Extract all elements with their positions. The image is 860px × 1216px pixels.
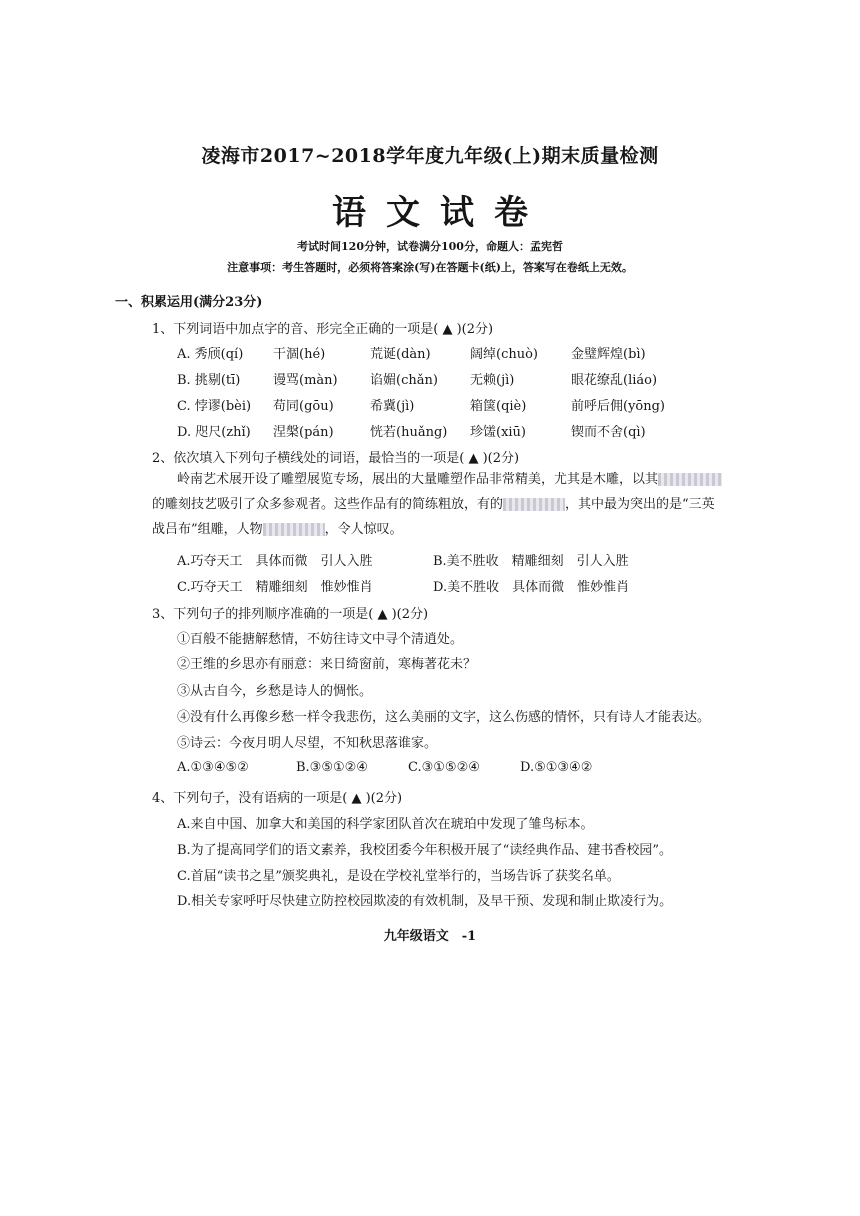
- q3-sentence-5: ⑤诗云：今夜月明人尽望，不知秋思落谁家。: [177, 736, 438, 751]
- q1-stem: 1、下列词语中加点字的音、形完全正确的一项是( ▲ )(2分): [152, 322, 494, 337]
- q3-sentence-3: ③从古自今，乡愁是诗人的惆怅。: [177, 684, 373, 699]
- exam-notice: 注意事项：考生答题时，必须将答案涂(写)在答题卡(纸)上，答案写在卷纸上无效。: [227, 261, 633, 274]
- q3-option-b: B.③⑤①②④: [296, 760, 368, 775]
- q1-row-a-word-4: 阔绰(chuò): [470, 347, 538, 362]
- subject-title: 语文试卷: [332, 193, 548, 233]
- q1-row-d-word-1: D. 咫尺(zhǐ): [177, 425, 251, 440]
- q1-row-b-word-1: B. 挑剔(tī): [177, 373, 241, 388]
- q3-sentence-2: ②王维的乡思亦有丽意：来日绮窗前，寒梅著花未？: [177, 657, 477, 672]
- section-heading: 一、积累运用(满分23分): [115, 295, 263, 310]
- q2-passage-text-3b: ，令人惊叹。: [324, 522, 403, 537]
- q2-passage-text-3a: 战吕布”组雕，人物: [152, 522, 263, 537]
- q1-row-c-word-5: 前呼后佣(yōng): [571, 399, 666, 414]
- q1-row-b-word-5: 眼花缭乱(liáo): [571, 373, 658, 388]
- q1-row-a-word-2: 干涸(hé): [273, 347, 326, 362]
- q1-row-b-word-2: 谩骂(màn): [273, 373, 338, 388]
- q2-option-c: C.巧夺天工 精雕细刻 惟妙惟肖: [177, 580, 373, 595]
- q2-passage-text-2b: ，其中最为突出的是“三英: [565, 497, 715, 512]
- q3-stem: 3、下列句子的排列顺序准确的一项是( ▲ )(2分): [152, 607, 429, 622]
- q1-row-c-word-4: 箱箧(qiè): [470, 399, 527, 414]
- q3-sentence-1: ①百般不能搪解愁情，不妨往诗文中寻个清逍处。: [177, 632, 464, 647]
- q1-row-a-word-3: 荒诞(dàn): [370, 347, 431, 362]
- q1-row-a-word-5: 金璧辉煌(bì): [571, 347, 646, 362]
- q4-option-c: C.首届“读书之星”颁奖典礼，是设在学校礼堂举行的，当场告诉了获奖名单。: [177, 869, 620, 884]
- q1-row-c-word-3: 希冀(jì): [370, 399, 415, 414]
- q3-option-c: C.③①⑤②④: [408, 760, 480, 775]
- q1-row-d-word-4: 珍馐(xiū): [470, 425, 527, 440]
- page-footer: 九年级语文 -1: [383, 929, 477, 944]
- fill-blank-2: [503, 498, 565, 511]
- q1-row-d-word-2: 涅槃(pán): [273, 425, 334, 440]
- q3-option-d: D.⑤①③④②: [520, 760, 593, 775]
- q1-row-d-word-5: 锲而不舍(qì): [571, 425, 646, 440]
- fill-blank-1: [658, 473, 722, 486]
- q2-option-a: A.巧夺天工 具体而微 引人入胜: [177, 554, 373, 569]
- q1-row-c-word-2: 苟同(gōu): [273, 399, 334, 414]
- q4-option-b: B.为了提高同学们的语文素养，我校团委今年积极开展了“读经典作品、建书香校园”。: [177, 843, 672, 858]
- q2-stem: 2、依次填入下列句子横线处的词语，最恰当的一项是( ▲ )(2分): [152, 451, 520, 466]
- exam-title: 凌海市2017~2018学年度九年级(上)期末质量检测: [201, 145, 659, 167]
- q1-row-b-word-4: 无赖(jì): [470, 373, 515, 388]
- q2-passage-text-2a: 的雕刻技艺吸引了众多参观者。这些作品有的简练粗放，有的: [152, 497, 504, 512]
- q2-passage-line-1: [177, 467, 722, 492]
- q2-option-d: D.美不胜收 具体而微 惟妙惟肖: [433, 580, 630, 595]
- q3-option-a: A.①③④⑤②: [177, 760, 249, 775]
- exam-info: 考试时间120分钟，试卷满分100分，命题人：孟宪哲: [297, 240, 563, 253]
- q4-option-a: A.来自中国、加拿大和美国的科学家团队首次在琥珀中发现了雏鸟标本。: [177, 817, 594, 832]
- fill-blank-3: [263, 523, 325, 536]
- q3-sentence-4: ④没有什么再像乡愁一样令我悲伤，这么美丽的文字，这么伤感的情怀，只有诗人才能表达。: [177, 710, 711, 725]
- q2-passage-text-1: 岭南艺术展开设了雕塑展览专场，展出的大量雕塑作品非常精美，尤其是木雕，以其: [177, 472, 659, 487]
- q4-stem: 4、下列句子，没有语病的一项是( ▲ )(2分): [152, 791, 403, 806]
- q1-row-d-word-3: 恍若(huǎng): [370, 425, 448, 440]
- q2-passage-line-3: [152, 517, 403, 542]
- q1-row-a-word-1: A. 秀颀(qí): [177, 347, 244, 362]
- q4-option-d: D.相关专家呼吁尽快建立防控校园欺凌的有效机制，及早干预、发现和制止欺凌行为。: [177, 894, 673, 909]
- q2-passage-line-2: [152, 492, 715, 517]
- q1-row-c-word-1: C. 悖谬(bèi): [177, 399, 252, 414]
- q1-row-b-word-3: 谄媚(chǎn): [370, 373, 438, 388]
- q2-option-b: B.美不胜收 精雕细刻 引人入胜: [433, 554, 629, 569]
